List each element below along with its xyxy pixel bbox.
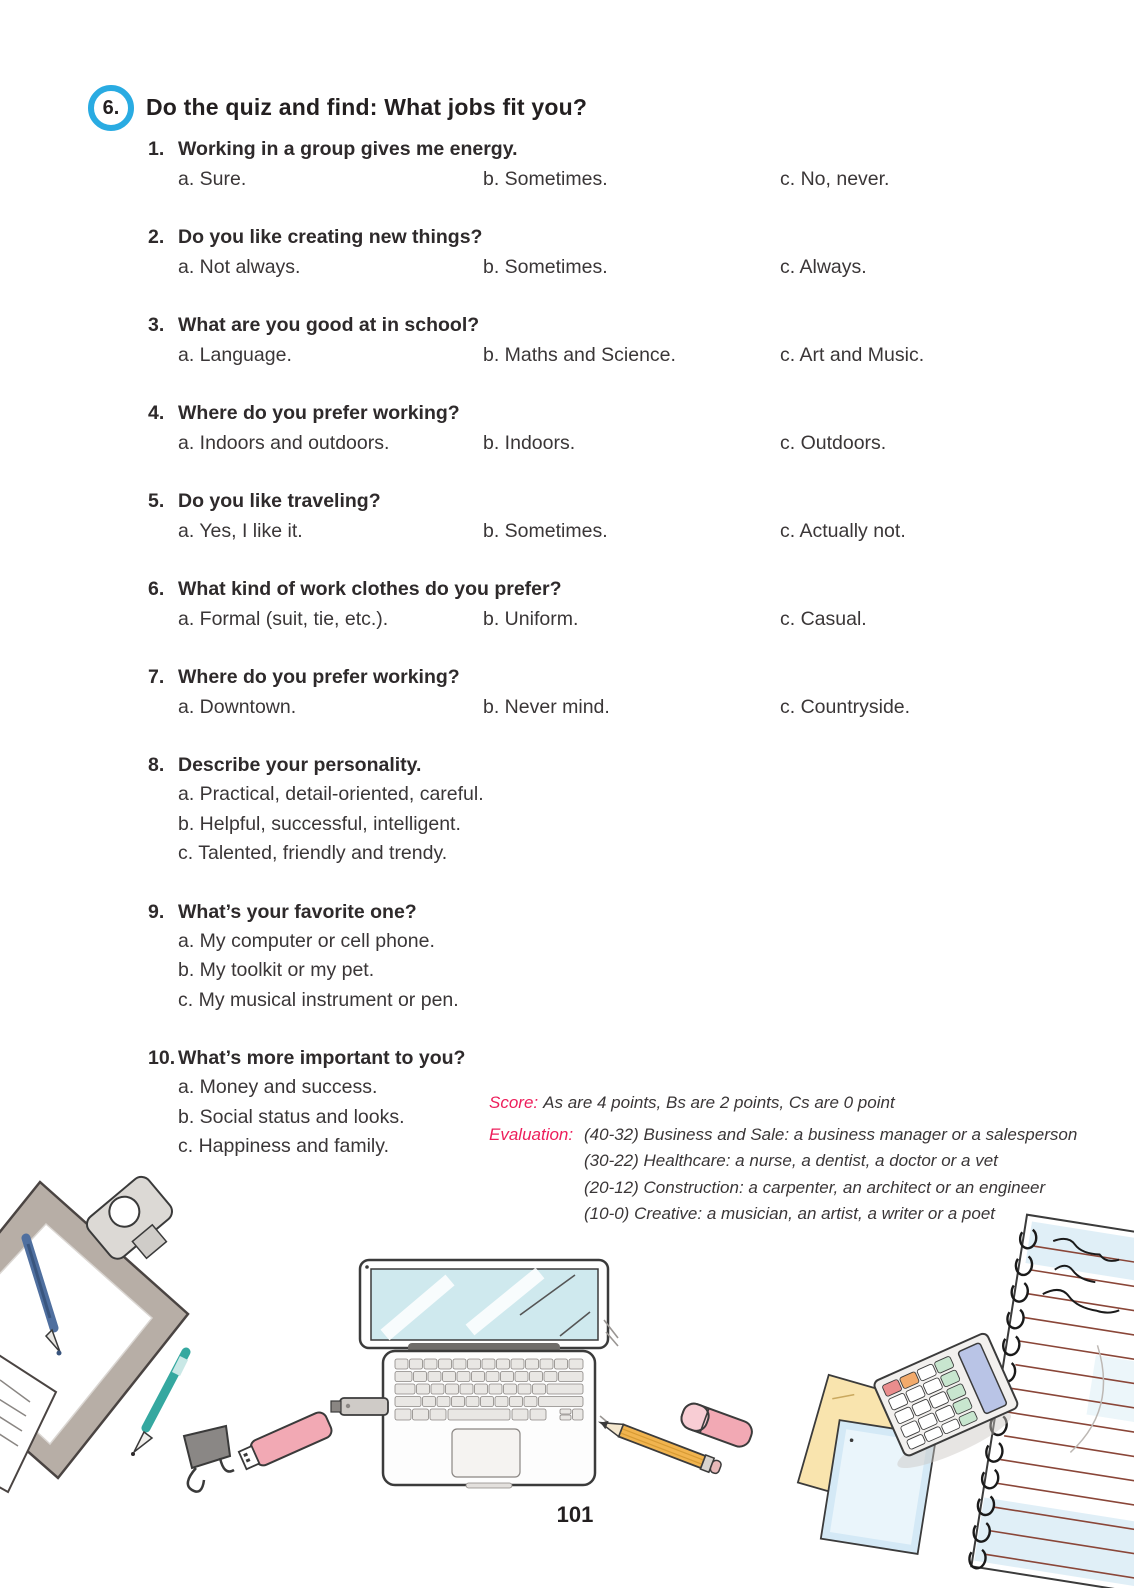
- question-7: [148, 663, 1088, 722]
- question-number: 9.: [148, 900, 165, 923]
- question-6: [148, 575, 1088, 634]
- pink-usb-illustration: [237, 1410, 334, 1473]
- option-a: a. Not always.: [178, 256, 301, 278]
- exercise-header: [88, 85, 587, 131]
- option-a: a. Yes, I like it.: [178, 520, 303, 542]
- option-a: a. Language.: [178, 344, 292, 366]
- laptop-screen: [371, 1269, 598, 1340]
- option-c: c. Outdoors.: [780, 432, 887, 454]
- exercise-number-badge: [88, 85, 134, 131]
- question-text: Describe your personality.: [178, 754, 422, 776]
- question-text: Do you like traveling?: [178, 490, 381, 512]
- option-b: b. Indoors.: [483, 432, 576, 454]
- question-1: [148, 135, 1088, 194]
- question-8: [148, 751, 1088, 869]
- option-b: b. Never mind.: [483, 696, 610, 718]
- option-c: c. Casual.: [780, 608, 867, 630]
- page-title: Do the quiz and find: What jobs fit you?: [146, 94, 588, 120]
- question-number: 2.: [148, 226, 165, 248]
- question-4: [148, 399, 1088, 458]
- option-b: b. Sometimes.: [483, 256, 608, 278]
- question-text: What are you good at in school?: [178, 314, 480, 336]
- score-line: [489, 1092, 1089, 1113]
- option-a: a. Downtown.: [178, 696, 297, 718]
- quiz: [148, 135, 1088, 1191]
- evaluation-item: (30-22) Healthcare: a nurse, a dentist, a doctor or a vet: [584, 1151, 998, 1171]
- question-5: [148, 487, 1088, 546]
- option-b: b. Social status and looks.: [178, 1105, 405, 1128]
- question-number: 10.: [148, 1047, 176, 1069]
- question-number: 3.: [148, 314, 165, 336]
- question-number: 4.: [148, 402, 165, 424]
- question-3: [148, 311, 1088, 370]
- exercise-number: 6.: [102, 96, 120, 119]
- option-b: b. Uniform.: [483, 608, 579, 630]
- option-a: a. My computer or cell phone.: [178, 929, 435, 952]
- laptop-illustration: [360, 1260, 618, 1488]
- question-text: Working in a group gives me energy.: [178, 138, 518, 160]
- option-c: c. Actually not.: [780, 520, 906, 542]
- option-b: b. Maths and Science.: [483, 344, 676, 366]
- evaluation-item: (40-32) Business and Sale: a business manager or a salesperson: [584, 1125, 1078, 1144]
- question-number: 8.: [148, 754, 165, 776]
- option-a: a. Money and success.: [178, 1076, 378, 1098]
- score-label: Score:: [489, 1093, 539, 1112]
- page-number: 101: [556, 1502, 594, 1527]
- option-b: b. Helpful, successful, intelligent.: [178, 812, 461, 835]
- question-number: 1.: [148, 138, 165, 160]
- option-b: b. My toolkit or my pet.: [178, 959, 375, 981]
- evaluation-item: (10-0) Creative: a musician, an artist, a writer or a poet: [584, 1204, 995, 1224]
- option-a: a. Practical, detail-oriented, careful.: [178, 783, 484, 805]
- pink-eraser-illustration: [678, 1401, 755, 1450]
- evaluation-label: Evaluation:: [489, 1125, 574, 1144]
- option-c: c. Art and Music.: [780, 344, 925, 366]
- question-text: Do you like creating new things?: [178, 226, 483, 248]
- laptop-trackpad: [452, 1429, 520, 1477]
- evaluation-item: (20-12) Construction: a carpenter, an architect or an engineer: [584, 1177, 1046, 1197]
- question-text: What’s more important to you?: [178, 1047, 466, 1069]
- option-a: a. Sure.: [178, 168, 247, 190]
- binder-clip-illustration: [184, 1426, 234, 1492]
- question-text: Where do you prefer working?: [178, 666, 460, 688]
- option-c: c. Happiness and family.: [178, 1135, 389, 1157]
- option-b: b. Sometimes.: [483, 520, 608, 542]
- score-text: As are 4 points, Bs are 2 points, Cs are 0 point: [543, 1093, 895, 1112]
- option-c: c. No, never.: [780, 168, 890, 190]
- option-c: c. Countryside.: [780, 696, 911, 718]
- question-number: 7.: [148, 666, 165, 688]
- question-2: [148, 223, 1088, 282]
- question-text: What’s your favorite one?: [178, 900, 417, 923]
- option-a: a. Formal (suit, tie, etc.).: [178, 608, 389, 630]
- question-number: 5.: [148, 490, 165, 512]
- option-b: b. Sometimes.: [483, 168, 608, 190]
- option-c: c. Talented, friendly and trendy.: [178, 842, 448, 864]
- question-9: [148, 898, 1088, 1016]
- question-text: What kind of work clothes do you prefer?: [178, 578, 562, 600]
- question-number: 6.: [148, 578, 165, 600]
- usb-stick-illustration: [331, 1398, 388, 1415]
- question-text: Where do you prefer working?: [178, 402, 460, 424]
- option-a: a. Indoors and outdoors.: [178, 432, 390, 454]
- option-c: c. Always.: [780, 256, 867, 278]
- option-c: c. My musical instrument or pen.: [178, 988, 459, 1011]
